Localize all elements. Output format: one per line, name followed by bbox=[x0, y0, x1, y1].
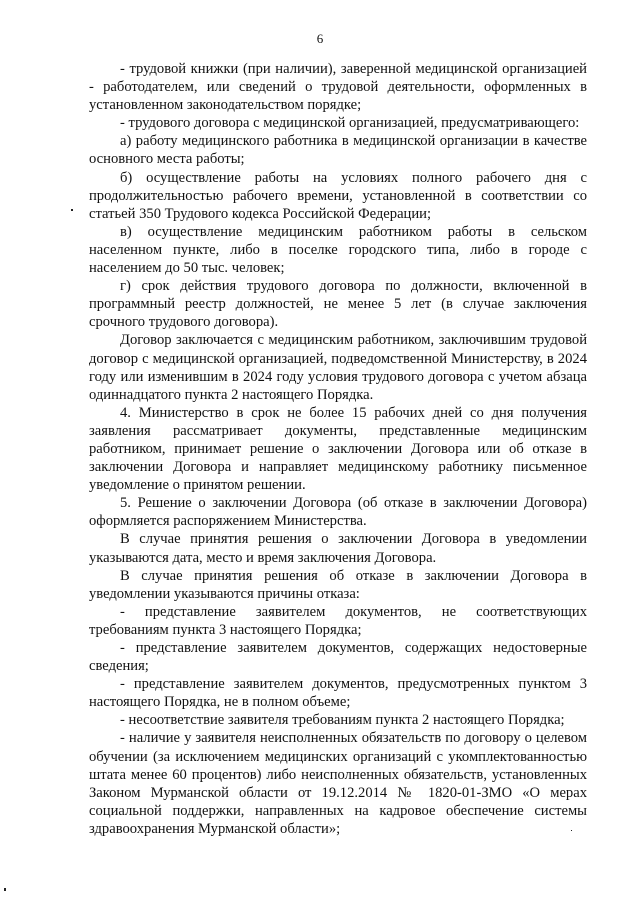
paragraph-notice-refusal: В случае принятия решения об отказе в заключении Договора в уведомлении указываются причины отказа: bbox=[89, 567, 587, 602]
paragraph-refusal-reason-3: - представление заявителем документов, предусмотренных пунктом 3 настоящего Порядка, не в полном объеме; bbox=[89, 676, 587, 711]
paragraph-contract-concluded: Договор заключается с медицинским работником, заключившим трудовой договор с медицинской организацией, подведомственной Министерству, в 2024 году или изменившим в 2024 году условия трудового договора с учетом абзаца одиннадцатого пункта 2 настоящего Порядка. bbox=[89, 332, 587, 403]
scan-mark-bottom-left bbox=[4, 888, 6, 891]
paragraph-notice-conclusion: В случае принятия решения о заключении Договора в уведомлении указываются дата, место и время заключения Договора. bbox=[89, 531, 587, 566]
page-number: 6 bbox=[316, 31, 324, 46]
paragraph-item-b: б) осуществление работы на условиях полного рабочего дня с продолжительностью рабочего времени, установленной в соответствии со статьей 350 Трудового кодекса Российской Федерации; bbox=[89, 169, 587, 222]
paragraph-refusal-reason-2: - представление заявителем документов, содержащих недостоверные сведения; bbox=[89, 640, 587, 675]
scan-mark-left bbox=[71, 209, 73, 211]
paragraph-refusal-reason-1: - представление заявителем документов, не соответствующих требованиям пункта 3 настоящего Порядка; bbox=[89, 603, 587, 638]
paragraph-clause-5: 5. Решение о заключении Договора (об отказе в заключении Договора) оформляется распоряжением Министерства. bbox=[89, 495, 587, 530]
paragraph-employment-contract: - трудового договора с медицинской организацией, предусматривающего: bbox=[120, 115, 580, 132]
paragraph-work-book: - трудовой книжки (при наличии), заверенной медицинской организацией - работодателем, или сведений о трудовой деятельности, оформленных в установленном законодательством порядке; bbox=[89, 61, 587, 114]
scan-mark-right bbox=[571, 830, 572, 831]
paragraph-clause-4: 4. Министерство в срок не более 15 рабочих дней со дня получения заявления рассматривает документы, представленные медицинским работником, принимает решение о заключении Договора или об отказе в заключении Договора и направляет медицинскому работнику письменное уведомление о принятом решении. bbox=[89, 404, 587, 494]
paragraph-item-g: г) срок действия трудового договора по должности, включенной в программный реестр должностей, не менее 5 лет (в случае заключения срочного трудового договора). bbox=[89, 278, 587, 331]
body-text bbox=[89, 60, 587, 838]
paragraph-refusal-reason-5: - наличие у заявителя неисполненных обязательств по договору о целевом обучении (за исключением медицинских организаций с укомплектованностью штата менее 60 процентов) либо неисполненных обязательств, установленных Законом Мурманской области от 19.12.2014 № 1820-01-ЗМО «О мерах социальной поддержки, направленных на кадровое обеспечение системы здравоохранения Мурманской области»; bbox=[89, 730, 587, 837]
paragraph-refusal-reason-4: - несоответствие заявителя требованиям пункта 2 настоящего Порядка; bbox=[120, 712, 565, 729]
paragraph-item-v: в) осуществление медицинским работником работы в сельском населенном пункте, либо в поселке городского типа, либо в городе с населением до 50 тыс. человек; bbox=[89, 223, 587, 277]
paragraph-item-a: а) работу медицинского работника в медицинской организации в качестве основного места работы; bbox=[89, 133, 587, 168]
